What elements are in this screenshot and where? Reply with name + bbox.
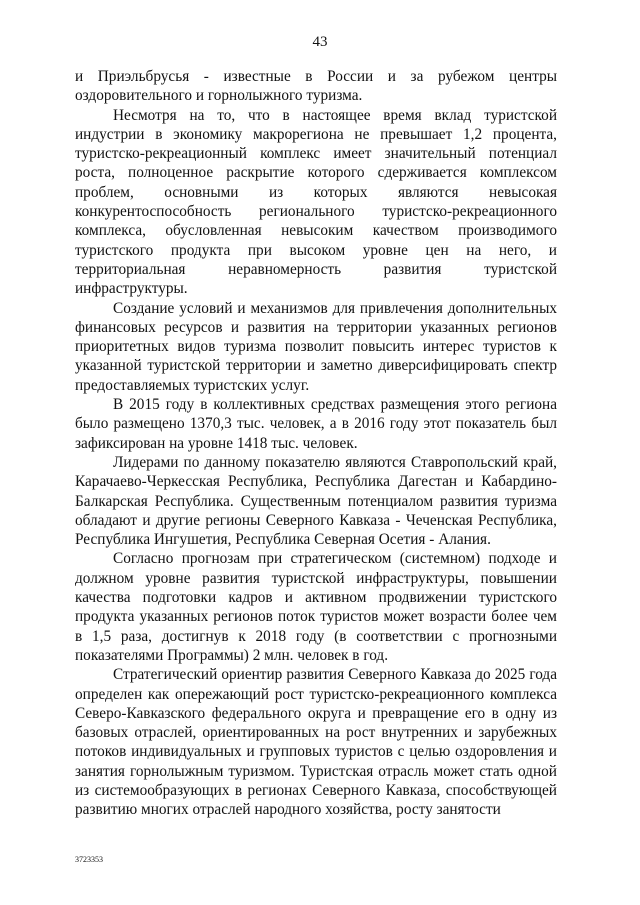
paragraph: В 2015 году в коллективных средствах размещения этого региона было размещено 1370,3 тыс. человек, а в 2016 году этот показатель был зафиксирован на уровне 1418 тыс. человек. [75, 396, 557, 452]
paragraph: Согласно прогнозам при стратегическом (системном) подходе и должном уровне развития туристской инфраструктуры, повышении качества подготовки кадров и активном продвижении туристского продукта указанных регионов поток туристов может возрасти более чем в 1,5 раза, достигнув к 2018 году (в соответствии с прогнозными показателями Программы) 2 млн. человек в год. [75, 550, 557, 664]
paragraph: Стратегический ориентир развития Северного Кавказа до 2025 года определен как опережающий рост туристско-рекреационного комплекса Северо-Кавказского федерального округа и превращение его в одну из базовых отраслей, ориентированных на рост внутренних и зарубежных потоков индивидуальных и групповых туристов с целью оздоровления и занятия горнолыжным туризмом. Туристская отрасль может стать одной из системообразующих в регионах Северного Кавказа, способствующей развитию многих отраслей народного хозяйства, росту занятости [75, 666, 557, 819]
paragraph: Лидерами по данному показателю являются Ставропольский край, Карачаево-Черкесская Республика, Республика Дагестан и Кабардино-Балкарская Республика. Существенным потенциалом развития туризма обладают и другие регионы Северного Кавказа - Чеченская Республика, Республика Ингушетия, Республика Северная Осетия - Алания. [75, 453, 557, 549]
body-text [75, 67, 557, 820]
paragraph-continuation: и Приэльбрусья - известные в России и за рубежом центры оздоровительного и горнолыжного туризма. [75, 68, 557, 105]
paragraph: Создание условий и механизмов для привлечения дополнительных финансовых ресурсов и развития на территории указанных регионов приоритетных видов туризма позволит повысить интерес туристов к указанной туристской территории и заметно диверсифицировать спектр предоставляемых туристских услуг. [75, 299, 557, 394]
page-number: 43 [312, 34, 328, 50]
paragraph: Несмотря на то, что в настоящее время вклад туристской индустрии в экономику макрорегиона не превышает 1,2 процента, туристско-рекреационный комплекс имеет значительный потенциал роста, полноценное раскрытие которого сдерживается комплексом проблем, основными из которых являются невысокая конкурентоспособность регионального туристско-рекреационного комплекса, обусловленная невысоким качеством производимого туристского продукта при высоком уровне цен на него, и территориальная неравномерность развития туристской инфраструктуры. [75, 106, 557, 298]
document-id: 3723353 [75, 855, 103, 864]
